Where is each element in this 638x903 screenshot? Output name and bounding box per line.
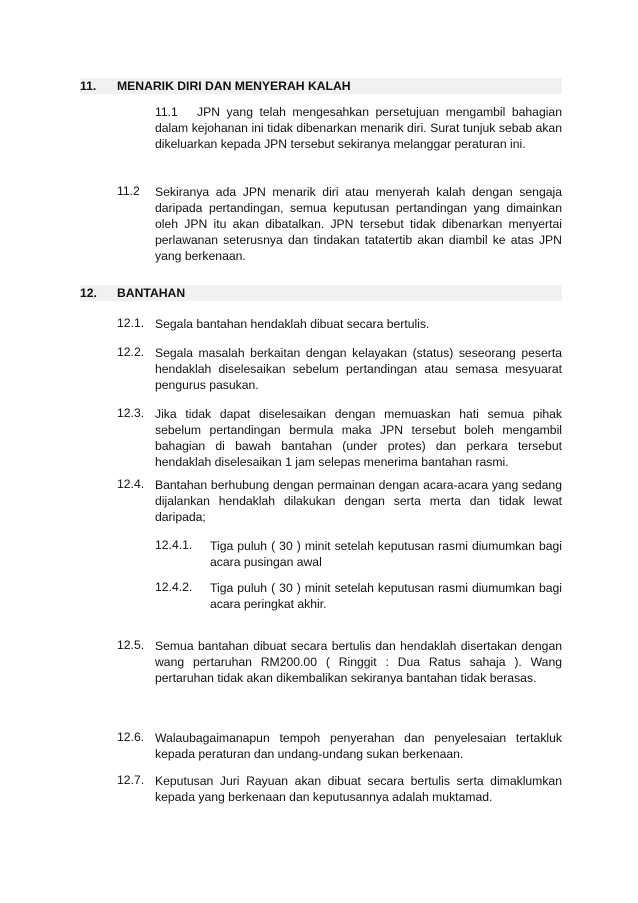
- subclause-text: Tiga puluh ( 30 ) minit setelah keputusan rasmi diumumkan bagi acara peringkat akhir.: [210, 581, 562, 611]
- clause-12-4-1: [155, 538, 562, 570]
- clause-number: 11.1: [155, 105, 178, 119]
- subclause-number: 12.4.2.: [155, 580, 193, 594]
- section-number: 11.: [80, 79, 97, 93]
- clause-number: 11.2: [117, 184, 140, 198]
- clause-number: 12.5.: [117, 638, 145, 652]
- clause-12-6: [117, 730, 562, 762]
- clause-number: 12.3.: [117, 406, 145, 420]
- clause-text: JPN yang telah mengesahkan persetujuan mengambil bahagian dalam kejohanan ini tidak dibenarkan menarik diri. Surat tunjuk sebab akan dikeluarkan kepada JPN tersebut sekiranya melanggar peraturan ini.: [155, 105, 562, 151]
- clause-text: Walaubagaimanapun tempoh penyerahan dan penyelesaian tertakluk kepada peraturan dan undang-undang sukan berkenaan.: [155, 731, 562, 761]
- clause-12-5: [117, 638, 562, 686]
- subclause-text: Tiga puluh ( 30 ) minit setelah keputusan rasmi diumumkan bagi acara pusingan awal: [210, 539, 562, 569]
- clause-text: Bantahan berhubung dengan permainan dengan acara-acara yang sedang dijalankan hendaklah dilakukan dengan serta merta dan tidak lewat daripada;: [155, 478, 562, 524]
- section-title: MENARIK DIRI DAN MENYERAH KALAH: [117, 79, 351, 93]
- clause-12-4-2: [155, 580, 562, 612]
- clause-text: Segala bantahan hendaklah dibuat secara bertulis.: [155, 317, 430, 331]
- clause-number: 12.2.: [117, 345, 145, 359]
- clause-11-1: [117, 104, 562, 152]
- clause-number: 12.7.: [117, 773, 145, 787]
- clause-text: Jika tidak dapat diselesaikan dengan memuaskan hati semua pihak sebelum pertandingan bermula maka JPN tersebut boleh mengambil bahagian di bawah bantahan (under protes) dan perkara tersebut hendaklah diselesaikan 1 jam selepas menerima bantahan rasmi.: [155, 407, 562, 469]
- section-number: 12.: [80, 286, 97, 300]
- clause-12-2: [117, 345, 562, 393]
- clause-text: Sekiranya ada JPN menarik diri atau menyerah kalah dengan sengaja daripada pertandingan, semua keputusan pertandingan yang dimainkan oleh JPN itu akan dibatalkan. JPN tersebut tidak dibenarkan menyertai perlawanan seterusnya dan tindakan tatatertib akan diambil ke atas JPN yang berkenaan.: [155, 185, 562, 263]
- clause-12-3: [117, 406, 562, 470]
- clause-number: 12.4.: [117, 477, 145, 491]
- section-12-heading: [80, 285, 562, 301]
- section-11-heading: [80, 78, 562, 94]
- clause-12-4: [117, 477, 562, 525]
- clause-text: Semua bantahan dibuat secara bertulis dan hendaklah disertakan dengan wang pertaruhan RM200.00 ( Ringgit : Dua Ratus sahaja ). Wang pertaruhan tidak akan dikembalikan sekiranya bantahan tidak berasas.: [155, 639, 562, 685]
- subclause-number: 12.4.1.: [155, 538, 193, 552]
- clause-11-2: [117, 184, 562, 264]
- clause-12-7: [117, 773, 562, 805]
- clause-text: Segala masalah berkaitan dengan kelayakan (status) seseorang peserta hendaklah diselesaikan sebelum pertandingan atau semasa mesyuarat pengurus pasukan.: [155, 346, 562, 392]
- clause-number: 12.6.: [117, 730, 145, 744]
- section-title: BANTAHAN: [117, 286, 186, 300]
- clause-text: Keputusan Juri Rayuan akan dibuat secara bertulis serta dimaklumkan kepada yang berkenaan dan keputusannya adalah muktamad.: [155, 774, 562, 804]
- clause-number: 12.1.: [117, 316, 145, 330]
- clause-12-1: [117, 316, 562, 332]
